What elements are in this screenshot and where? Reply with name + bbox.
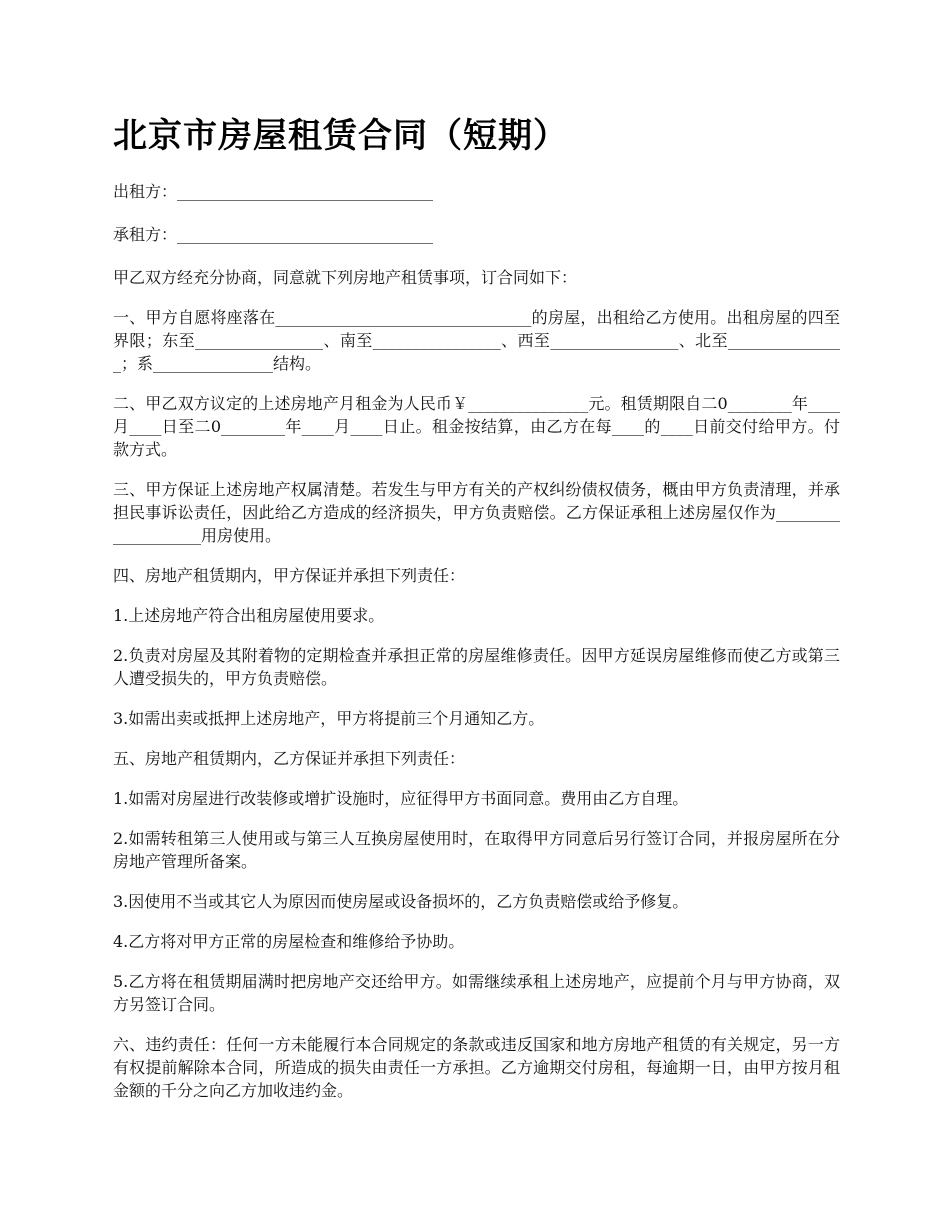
clause-5-item-3: 3.因使用不当或其它人为原因而使房屋或设备损坏的，乙方负责赔偿或给予修复。: [113, 892, 689, 911]
clause-5-item-5: 5.乙方将在租赁期届满时把房地产交还给甲方。如需继续承租上述房地产，应提前个月与甲方协商，双方另签订合同。: [113, 972, 840, 1014]
clause-5-item-2: 2.如需转租第三人使用或与第三人互换房屋使用时，在取得甲方同意后另行签订合同，并报房屋所在分房地产管理所备案。: [113, 829, 840, 871]
clause-4-item-2: 2.负责对房屋及其附着物的定期检查并承担正常的房屋维修责任。因甲方延误房屋维修而使乙方或第三人遭受损失的，甲方负责赔偿。: [113, 646, 840, 688]
intro-paragraph: 甲乙双方经充分协商，同意就下列房地产租赁事项，订合同如下：: [113, 268, 578, 287]
clause-5-item-1: 1.如需对房屋进行改装修或增扩设施时，应征得甲方书面同意。费用由乙方自理。: [113, 789, 689, 808]
contract-title: 北京市房屋租赁合同（短期）: [113, 116, 568, 156]
clause-4-item-3: 3.如需出卖或抵押上述房地产，甲方将提前三个月通知乙方。: [113, 709, 545, 728]
clause-4-item-1: 1.上述房地产符合出租房屋使用要求。: [113, 606, 385, 625]
lessor-field: 出租方：________________________________: [113, 182, 434, 201]
clause-4-heading: 四、房地产租赁期内，甲方保证并承担下列责任：: [113, 566, 466, 585]
contract-page: [113, 112, 840, 1119]
clause-6: 六、违约责任：任何一方未能履行本合同规定的条款或违反国家和地方房地产租赁的有关规定，另一方有权提前解除本合同，所造成的损失由责任一方承担。乙方逾期交付房租，每逾期一日，由甲方按月租金额的千分之向乙方加收违约金。: [113, 1035, 840, 1100]
clause-3: 三、甲方保证上述房地产权属清楚。若发生与甲方有关的产权纠纷债权债务，概由甲方负责清理，并承担民事诉讼责任，因此给乙方造成的经济损失，甲方负责赔偿。乙方保证承租上述房屋仅作为___________________用房使用。: [113, 480, 840, 545]
clause-5-item-4: 4.乙方将对甲方正常的房屋检查和维修给予协助。: [113, 932, 465, 951]
clause-2: 二、甲乙双方议定的上述房地产月租金为人民币￥_______________元。租赁期限自二0________年____月____日至二0________年____月____日止。租金按结算，由乙方在每____的____日前交付给甲方。付款方式。: [113, 394, 840, 459]
clause-1: 一、甲方自愿将座落在________________________________的房屋，出租给乙方使用。出租房屋的四至界限；东至________________、南至________________、西至________________、北至_______________；系_______________结构。: [113, 308, 840, 373]
clause-5-heading: 五、房地产租赁期内，乙方保证并承担下列责任：: [113, 749, 466, 768]
lessee-field: 承租方：________________________________: [113, 225, 434, 244]
